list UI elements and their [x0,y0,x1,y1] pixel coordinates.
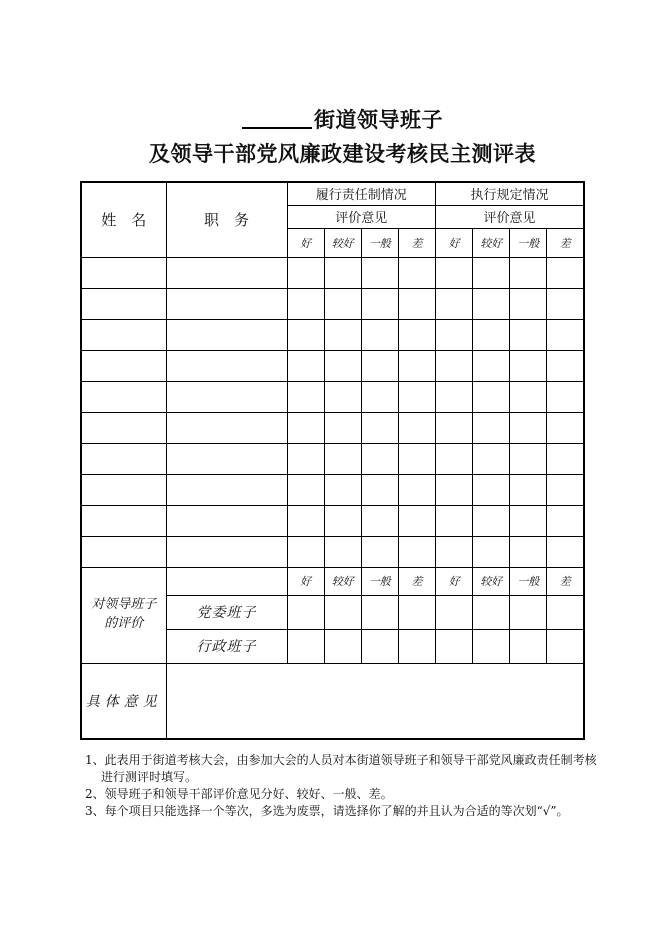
empty-cell [510,629,547,663]
empty-cell [547,505,584,536]
empty-cell [81,288,166,319]
empty-cell [324,381,361,412]
empty-cell [166,412,287,443]
empty-cell [547,629,584,663]
name-column-header: 姓 名 [81,182,166,257]
empty-cell [436,474,473,505]
rating-header-good-1: 好 [287,228,324,257]
empty-cell [473,629,510,663]
empty-cell [166,536,287,567]
entry-row [81,257,584,288]
empty-cell [166,567,287,595]
opinion-header-2: 评价意见 [436,205,585,228]
empty-cell [361,595,398,629]
empty-cell [547,288,584,319]
empty-cell [324,474,361,505]
empty-cell [324,412,361,443]
entry-row [81,474,584,505]
empty-cell [287,319,324,350]
footnote-3-number: 3、 [85,804,105,818]
empty-cell [324,443,361,474]
empty-cell [287,257,324,288]
rating-header-average-3: 一般 [361,567,398,595]
empty-cell [547,536,584,567]
empty-cell [81,257,166,288]
empty-cell [287,412,324,443]
empty-cell [436,595,473,629]
entry-row [81,536,584,567]
empty-cell [398,443,435,474]
empty-cell [510,595,547,629]
empty-cell [510,536,547,567]
empty-cell [547,412,584,443]
empty-cell [81,350,166,381]
empty-cell [287,595,324,629]
empty-cell [436,288,473,319]
entry-row [81,350,584,381]
empty-cell [398,629,435,663]
empty-cell [436,350,473,381]
rating-header-poor-4: 差 [547,567,584,595]
empty-cell [436,381,473,412]
team-eval-label-line1: 对领导班子 [91,597,157,613]
empty-cell [547,595,584,629]
empty-cell [81,536,166,567]
empty-cell [324,350,361,381]
footnote-2-number: 2、 [85,787,105,801]
empty-cell [436,319,473,350]
position-column-header: 职 务 [166,182,287,257]
title-line-2: 及领导干部党风廉政建设考核民主测评表 [149,141,536,166]
empty-cell [398,350,435,381]
empty-cell [166,443,287,474]
empty-cell [361,319,398,350]
rating-header-poor-2: 差 [547,228,584,257]
rating-header-average-1: 一般 [361,228,398,257]
empty-cell [473,257,510,288]
empty-cell [473,474,510,505]
empty-cell [510,319,547,350]
empty-cell [166,381,287,412]
empty-cell [324,505,361,536]
empty-cell [436,257,473,288]
empty-cell [81,474,166,505]
empty-cell [166,257,287,288]
title-blank-underline [242,107,312,129]
title-line-1-text: 街道领导班子 [314,107,443,132]
empty-cell [81,443,166,474]
empty-cell [547,257,584,288]
empty-cell [510,505,547,536]
empty-cell [473,443,510,474]
header-row-groups [81,182,584,205]
entry-row [81,288,584,319]
admin-team-label: 行政班子 [166,629,287,663]
empty-cell [510,350,547,381]
entry-row [81,412,584,443]
empty-cell [436,629,473,663]
rating-header-poor-1: 差 [398,228,435,257]
empty-cell [398,288,435,319]
empty-cell [510,443,547,474]
empty-cell [361,257,398,288]
empty-cell [473,505,510,536]
empty-cell [287,381,324,412]
empty-cell [287,474,324,505]
entry-row [81,381,584,412]
empty-cell [398,412,435,443]
empty-cell [324,288,361,319]
empty-cell [287,288,324,319]
empty-cell [473,350,510,381]
empty-cell [81,412,166,443]
empty-cell [166,288,287,319]
empty-cell [436,536,473,567]
rating-header-fair-1: 较好 [324,228,361,257]
team-eval-rating-header-row [81,567,584,595]
empty-cell [324,629,361,663]
footnote-2-text: 领导班子和领导干部评价意见分好、较好、一般、差。 [104,787,393,801]
empty-cell [436,412,473,443]
empty-cell [361,536,398,567]
empty-cell [361,443,398,474]
footnote-2 [85,786,600,803]
evaluation-table [80,181,585,740]
empty-cell [436,443,473,474]
empty-cell [436,505,473,536]
empty-cell [287,505,324,536]
empty-cell [361,381,398,412]
empty-cell [324,595,361,629]
group1-header: 履行责任制情况 [287,182,436,205]
empty-cell [398,381,435,412]
footnotes [85,752,600,820]
empty-cell [398,257,435,288]
rating-header-average-2: 一般 [510,228,547,257]
empty-cell [287,629,324,663]
empty-cell [361,505,398,536]
comments-area [166,663,584,739]
document-title [80,103,605,171]
empty-cell [547,474,584,505]
empty-cell [510,288,547,319]
empty-cell [510,412,547,443]
empty-cell [361,629,398,663]
empty-cell [81,319,166,350]
empty-cell [324,257,361,288]
empty-cell [473,412,510,443]
rating-header-good-4: 好 [436,567,473,595]
empty-cell [287,443,324,474]
rating-header-fair-4: 较好 [473,567,510,595]
team-eval-label [81,567,166,663]
rating-header-average-4: 一般 [510,567,547,595]
empty-cell [398,319,435,350]
entry-row [81,319,584,350]
empty-cell [287,536,324,567]
empty-cell [166,350,287,381]
comments-row [81,663,584,739]
empty-cell [361,350,398,381]
rating-header-good-3: 好 [287,567,324,595]
empty-cell [324,536,361,567]
empty-cell [361,474,398,505]
empty-cell [547,381,584,412]
footnote-3 [85,803,600,820]
empty-cell [166,319,287,350]
empty-cell [166,474,287,505]
rating-header-good-2: 好 [436,228,473,257]
empty-cell [547,350,584,381]
empty-cell [361,288,398,319]
comments-label: 具体意见 [81,663,166,739]
empty-cell [398,474,435,505]
empty-cell [473,319,510,350]
empty-cell [324,319,361,350]
empty-cell [398,505,435,536]
empty-cell [510,381,547,412]
empty-cell [473,536,510,567]
empty-cell [166,505,287,536]
footnote-1 [85,752,600,786]
empty-cell [510,474,547,505]
empty-cell [81,505,166,536]
entry-row [81,443,584,474]
footnote-1-number: 1、 [85,753,105,767]
rating-header-fair-2: 较好 [473,228,510,257]
empty-cell [81,381,166,412]
empty-cell [473,381,510,412]
party-team-label: 党委班子 [166,595,287,629]
title-line-1 [80,103,605,137]
footnote-3-text: 每个项目只能选择一个等次，多选为废票，请选择你了解的并且认为合适的等次划“√”。 [104,804,569,818]
empty-cell [473,288,510,319]
rating-header-fair-3: 较好 [324,567,361,595]
opinion-header-1: 评价意见 [287,205,436,228]
empty-cell [547,443,584,474]
rating-header-poor-3: 差 [398,567,435,595]
empty-cell [473,595,510,629]
empty-cell [547,319,584,350]
empty-cell [398,595,435,629]
group2-header: 执行规定情况 [436,182,585,205]
empty-cell [510,257,547,288]
empty-cell [287,350,324,381]
team-eval-label-line2: 的评价 [104,616,144,631]
empty-cell [361,412,398,443]
empty-cell [398,536,435,567]
footnote-1-text: 此表用于街道考核大会，由参加大会的人员对本街道领导班子和领导干部党风廉政责任制考核进行测评时填写。 [101,753,597,784]
entry-row [81,505,584,536]
